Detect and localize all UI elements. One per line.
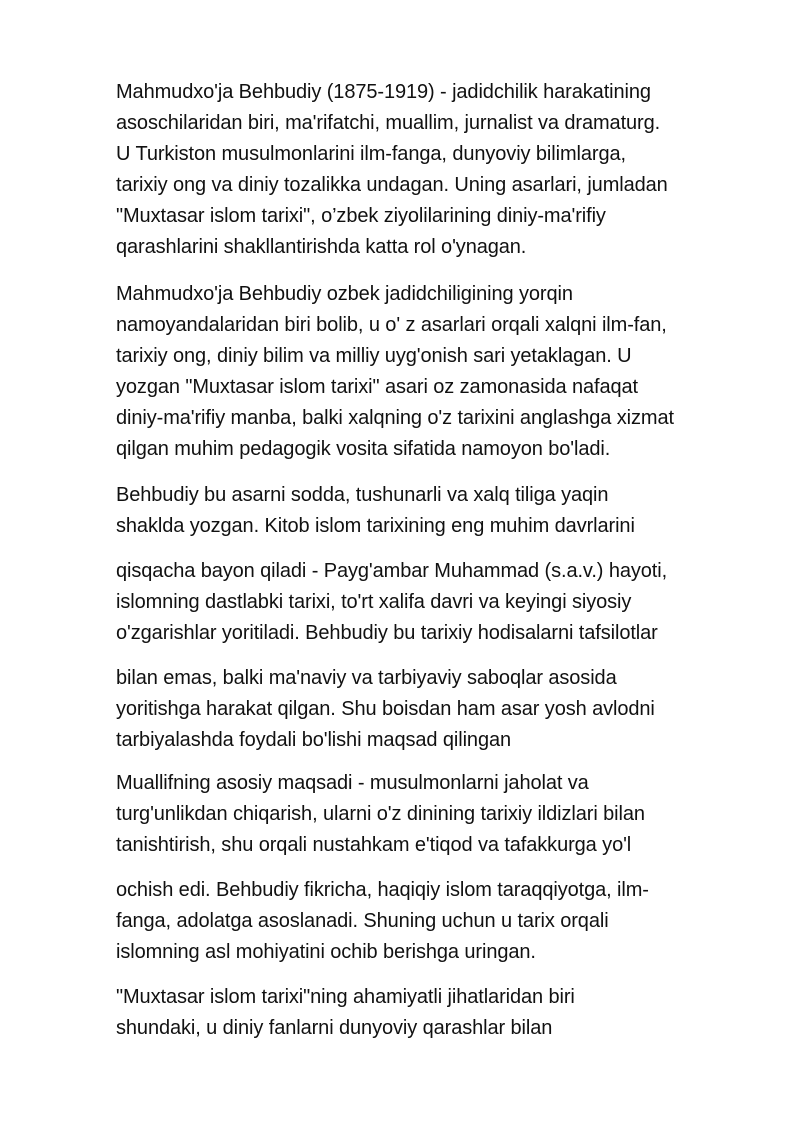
paragraph-2-line-6: qilgan muhim pedagogik vosita sifatida namoyon bo'ladi. <box>116 438 611 460</box>
paragraph-1-line-4: tarixiy ong va diniy tozalikka undagan. Uning asarlari, jumladan <box>116 174 668 196</box>
paragraph-1-line-1: Mahmudxo'ja Behbudiy (1875-1919) - jadidchilik harakatining <box>116 81 651 103</box>
paragraph-2-line-4: yozgan "Muxtasar islom tarixi" asari oz zamonasida nafaqat <box>116 376 638 398</box>
paragraph-3-line-6: bilan emas, balki ma'naviy va tarbiyaviy saboqlar asosida <box>116 667 617 689</box>
paragraph-1-line-5: "Muxtasar islom tarixi", o’zbek ziyolilarining diniy-ma'rifiy <box>116 205 606 227</box>
paragraph-4-line-1: Muallifning asosiy maqsadi - musulmonlarni jaholat va <box>116 772 589 794</box>
paragraph-3-line-8: tarbiyalashda foydali bo'lishi maqsad qilingan <box>116 729 512 751</box>
paragraph-4-line-5: fanga, adolatga asoslanadi. Shuning uchun u tarix orqali <box>116 910 609 932</box>
paragraph-1-line-3: U Turkiston musulmonlarini ilm-fanga, dunyoviy bilimlarga, <box>116 143 626 165</box>
paragraph-3-line-3: qisqacha bayon qiladi - Payg'ambar Muhammad (s.a.v.) hayoti, <box>116 560 668 582</box>
paragraph-2-line-5: diniy-ma'rifiy manba, balki xalqning o'z tarixini anglashga xizmat <box>116 407 674 429</box>
paragraph-4-line-3: tanishtirish, shu orqali nustahkam e'tiqod va tafakkurga yo'l <box>116 834 632 856</box>
paragraph-4-line-2: turg'unlikdan chiqarish, ularni o'z dinining tarixiy ildizlari bilan <box>116 803 645 825</box>
paragraph-5-line-1: "Muxtasar islom tarixi"ning ahamiyatli jihatlaridan biri <box>116 986 575 1008</box>
paragraph-4-line-4: ochish edi. Behbudiy fikricha, haqiqiy islom taraqqiyotga, ilm- <box>116 879 649 901</box>
paragraph-2-line-3: tarixiy ong, diniy bilim va milliy uyg'onish sari yetaklagan. U <box>116 345 632 367</box>
paragraph-3-line-1: Behbudiy bu asarni sodda, tushunarli va xalq tiliga yaqin <box>116 484 609 506</box>
paragraph-3-line-4: islomning dastlabki tarixi, to'rt xalifa davri va keyingi siyosiy <box>116 591 632 613</box>
paragraph-1-line-2: asoschilaridan biri, ma'rifatchi, muallim, jurnalist va dramaturg. <box>116 112 661 134</box>
paragraph-5-line-2: shundaki, u diniy fanlarni dunyoviy qarashlar bilan <box>116 1017 553 1039</box>
paragraph-3-line-5: o'zgarishlar yoritiladi. Behbudiy bu tarixiy hodisalarni tafsilotlar <box>116 622 658 644</box>
paragraph-4-line-6: islomning asl mohiyatini ochib berishga uringan. <box>116 941 536 963</box>
paragraph-2-line-1: Mahmudxo'ja Behbudiy ozbek jadidchiligining yorqin <box>116 283 573 305</box>
paragraph-2-line-2: namoyandalaridan biri bolib, u o' z asarlari orqali xalqni ilm-fan, <box>116 314 667 336</box>
paragraph-1-line-6: qarashlarini shakllantirishda katta rol o'ynagan. <box>116 236 527 258</box>
paragraph-3-line-2: shaklda yozgan. Kitob islom tarixining eng muhim davrlarini <box>116 515 635 537</box>
paragraph-3-line-7: yoritishga harakat qilgan. Shu boisdan ham asar yosh avlodni <box>116 698 655 720</box>
